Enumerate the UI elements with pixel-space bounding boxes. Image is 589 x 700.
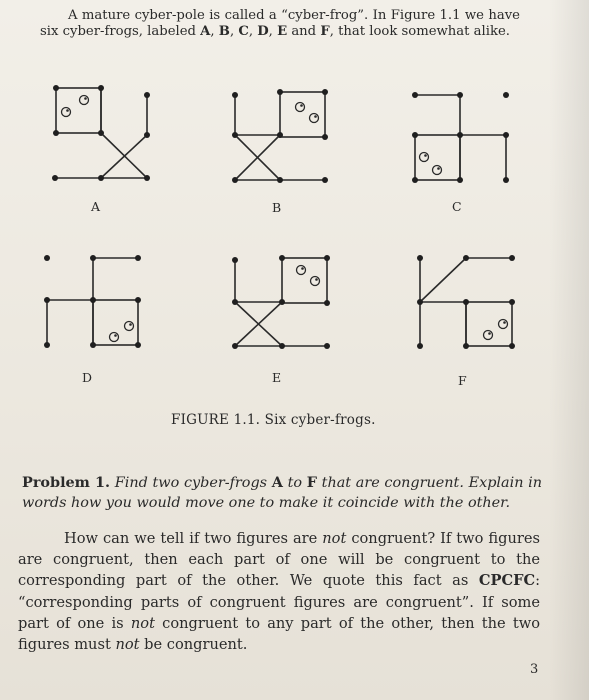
intro-paragraph: A mature cyber-pole is called a “cyber-frog”. In Figure 1.1 we have six cyber-frogs, labeled A, B, C, D, E and F, that look somewhat alike. <box>40 8 520 39</box>
cpcfc-term: CPCFC <box>478 572 536 590</box>
frog-label-b: B <box>272 200 282 215</box>
figure-number: FIGURE 1.1. <box>171 412 261 428</box>
frog-label-a: A <box>91 199 101 214</box>
figure-caption <box>171 412 376 428</box>
problem-text-3: that are congruent. Explain in words how you would move one to make it coincide with the other. <box>22 475 543 511</box>
frog-label-e: E <box>272 370 282 385</box>
intro-line-2: six cyber-frogs, labeled <box>40 24 196 39</box>
problem-text-1: Find two cyber-frogs <box>114 475 268 491</box>
intro-line-1: A mature cyber-pole is called a “cyber-frog”. In Figure 1.1 we have <box>68 8 520 23</box>
figure-caption-text: Six cyber-frogs. <box>264 412 376 428</box>
problem-text-2: to <box>287 475 303 491</box>
congruence-paragraph <box>18 528 540 655</box>
frog-label-f: F <box>458 373 467 388</box>
label-B: B <box>218 24 230 39</box>
label-C: C <box>238 24 249 39</box>
para-text-4: congruent to any part of the other, then the two figures must <box>18 614 541 654</box>
label-F: F <box>320 24 330 39</box>
problem-label: Problem 1. <box>22 474 111 491</box>
frog-c-eyes <box>420 153 442 175</box>
para-text-2: congruent? If two figures are congruent, then each part of one will be congruent to the corresponding part of the other. We quote this fact as <box>18 530 541 590</box>
label-A: A <box>200 24 211 39</box>
para-not-3: not <box>115 636 140 654</box>
intro-line-3: that look somewhat <box>338 24 470 39</box>
para-text-3: : “corresponding parts of congruent figures are congruent”. If some part of one is <box>18 572 540 632</box>
frog-label-d: D <box>82 370 93 385</box>
page-number: 3 <box>530 662 539 677</box>
label-D: D <box>257 24 269 39</box>
problem-f: F <box>306 474 317 491</box>
frog-e-eyes <box>297 266 320 286</box>
label-E: E <box>277 24 288 39</box>
problem-a: A <box>271 474 283 491</box>
problem-statement <box>22 473 542 513</box>
cyber-frogs-figure <box>0 60 589 430</box>
para-text-5: be congruent. <box>144 636 248 654</box>
frog-b-eyes <box>296 103 319 123</box>
para-not-1: not <box>322 530 347 547</box>
frog-label-c: C <box>452 199 462 214</box>
intro-line-4: alike. <box>473 24 510 39</box>
para-text-1: How can we tell if two figures are <box>64 530 318 547</box>
para-not-2: not <box>130 614 155 632</box>
